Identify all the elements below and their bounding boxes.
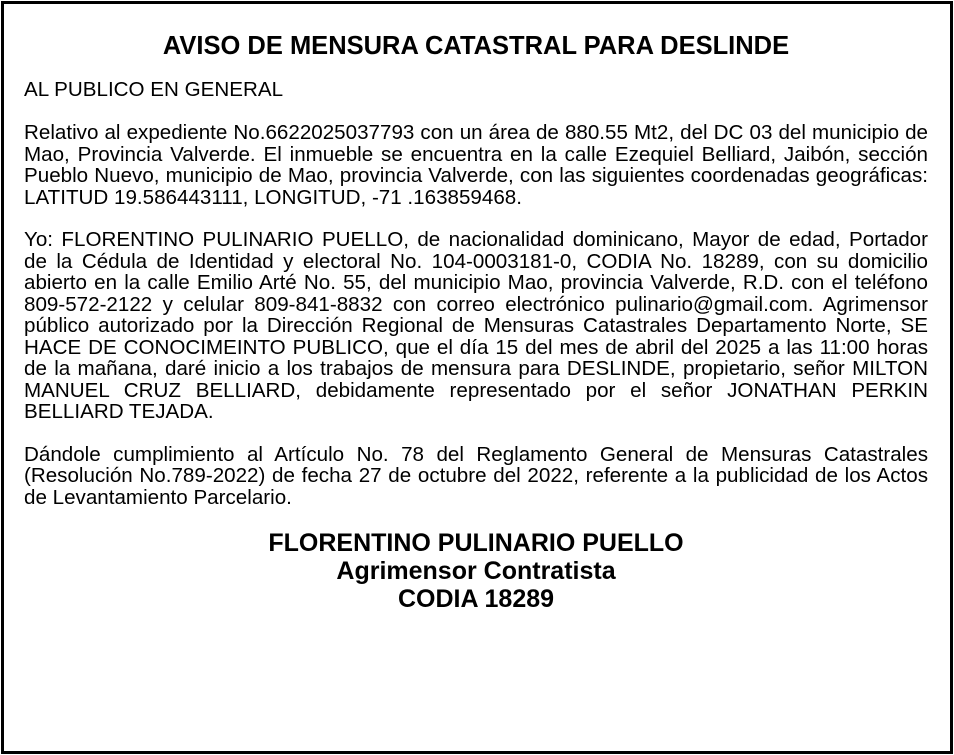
signature-block <box>24 529 928 613</box>
notice-title: AVISO DE MENSURA CATASTRAL PARA DESLINDE <box>162 32 790 60</box>
notice-greeting: AL PUBLICO EN GENERAL <box>24 78 284 101</box>
paragraph-surveyor-declaration: Yo: FLORENTINO PULINARIO PUELLO, de nacionalidad dominicano, Mayor de edad, Portador de la Cédula de Identidad y electoral No. 104-0003181-0, CODIA No. 18289, con su domicilio abierto en la calle Emilio Arté No. 55, del municipio Mao, provincia Valverde, R.D. con el teléfono 809-572-2122 y celular 809-841-8832 con correo electrónico pulinario@gmail.com. Agrimensor público autorizado por la Dirección Regional de Mensuras Catastrales Departamento Norte, SE HACE DE CONOCIMEINTO PUBLICO, que el día 15 del mes de abril del 2025 a las 11:00 horas de la mañana, daré inicio a los trabajos de mensura para DESLINDE, propietario, señor MILTON MANUEL CRUZ BELLIARD, debidamente representado por el señor JONATHAN PERKIN BELLIARD TEJADA. <box>24 228 928 423</box>
signature-codia: CODIA 18289 <box>397 585 555 613</box>
signature-role: Agrimensor Contratista <box>336 557 616 585</box>
signature-name: FLORENTINO PULINARIO PUELLO <box>268 529 684 557</box>
notice-box <box>1 1 953 754</box>
paragraph-legal-basis: Dándole cumplimiento al Artículo No. 78 del Reglamento General de Mensuras Catastrales (Resolución No.789-2022) de fecha 27 de octubre del 2022, referente a la publicidad de los Actos de Levantamiento Parcelario. <box>24 442 928 509</box>
paragraph-expediente: Relativo al expediente No.6622025037793 con un área de 880.55 Mt2, del DC 03 del municipio de Mao, Provincia Valverde. El inmueble se encuentra en la calle Ezequiel Belliard, Jaibón, sección Pueblo Nuevo, municipio de Mao, provincia Valverde, con las siguientes coordenadas geográficas: LATITUD 19.586443111, LONGITUD, -71 .163859468. <box>24 121 928 209</box>
